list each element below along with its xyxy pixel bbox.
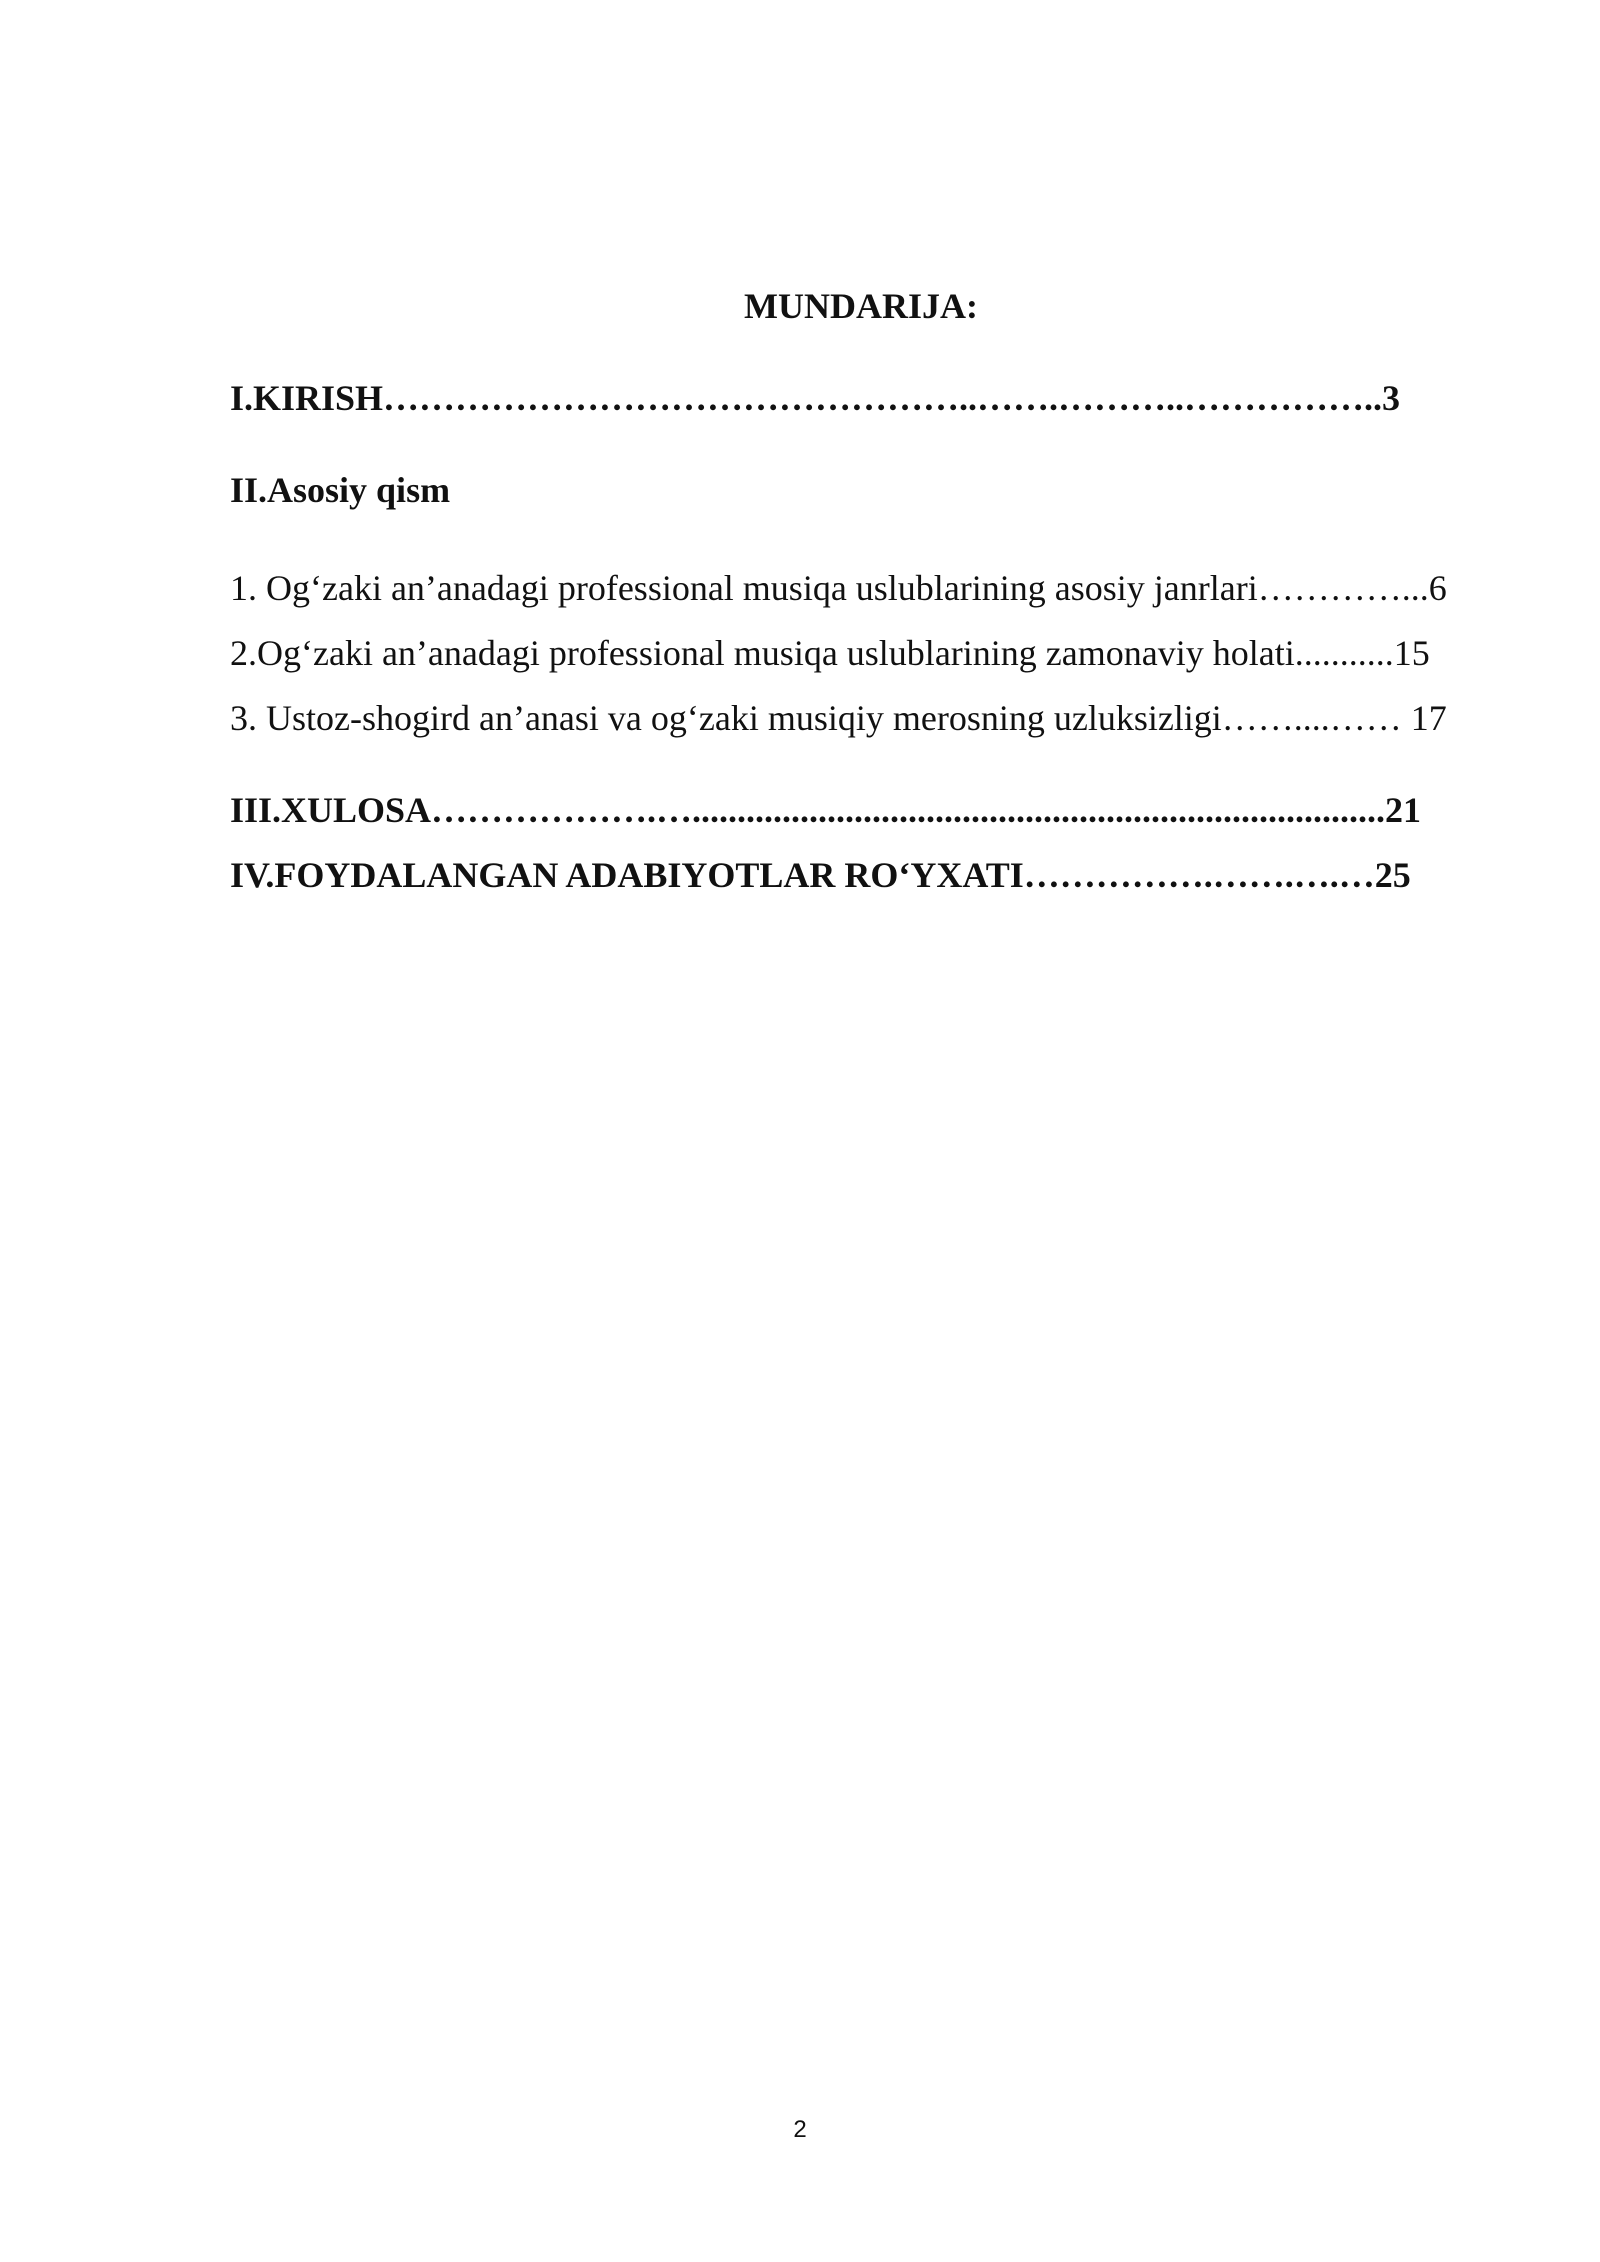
toc-entry-xulosa: III.XULOSA……………….….............................................................................21 <box>230 790 1422 830</box>
table-of-contents <box>230 280 1492 901</box>
toc-entry-adabiyotlar: IV.FOYDALANGAN ADABIYOTLAR RO‘YXATI…………….…….….…25 <box>230 855 1411 895</box>
toc-subentry-2: 2.Og‘zaki an’anadagi professional musiqa uslublarining zamonaviy holati...........15 <box>230 633 1430 673</box>
page-number: 2 <box>793 2116 807 2143</box>
toc-subentry-1: 1. Og‘zaki an’anadagi professional musiqa uslublarining asosiy janrlari…………...6 <box>230 568 1447 608</box>
toc-entry-asosiy-qism: II.Asosiy qism <box>230 470 451 510</box>
toc-title: MUNDARIJA: <box>744 286 978 326</box>
toc-subentry-3: 3. Ustoz-shogird an’anasi va og‘zaki musiqiy merosning uzluksizligi……....…… 17 <box>230 698 1447 738</box>
toc-entry-kirish: I.KIRISH…………………………………………..…….………..……………..3 <box>230 378 1401 418</box>
